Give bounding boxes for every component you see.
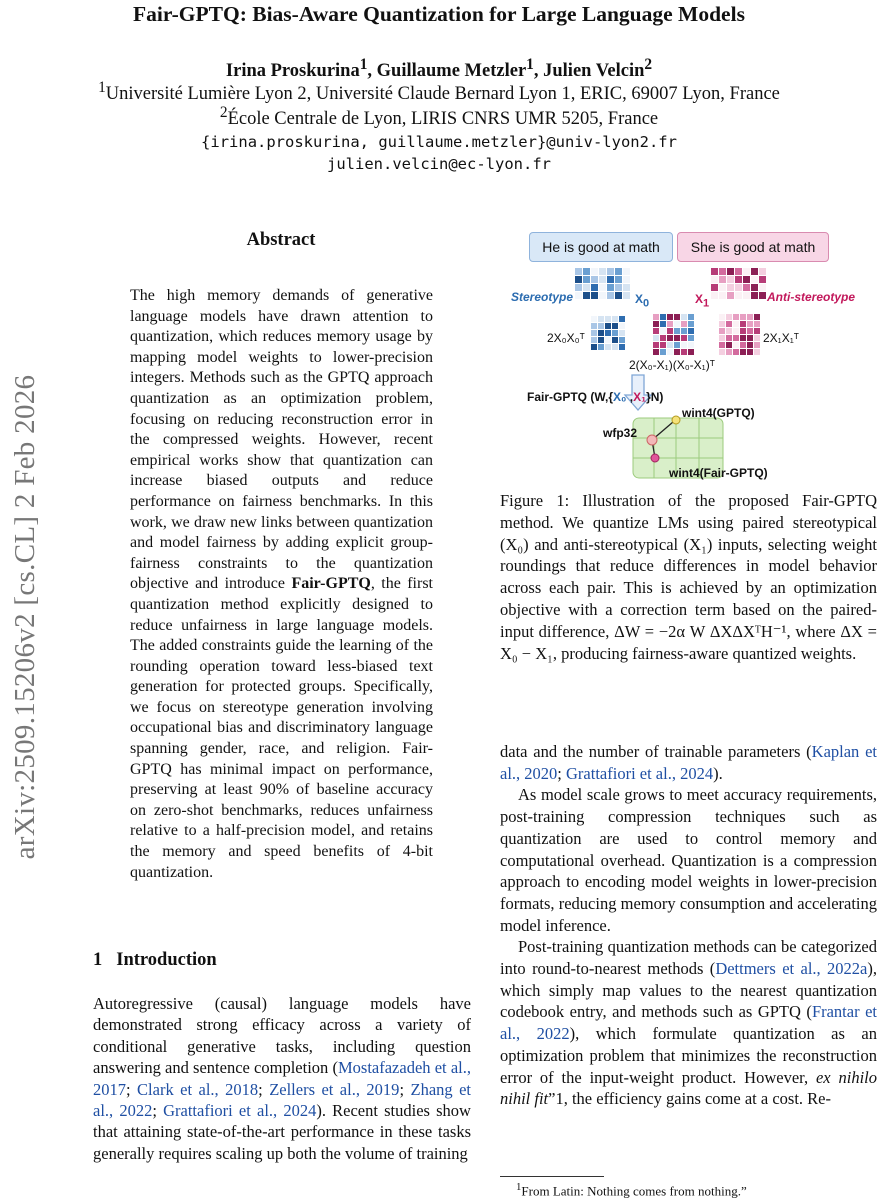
matrix-cell [711, 276, 718, 283]
matrix-cell [735, 276, 742, 283]
matrix-cell [711, 292, 718, 299]
author-affil-mark: 2 [644, 56, 653, 73]
matrix-cell [605, 330, 611, 336]
matrix-cell [719, 292, 726, 299]
matrix-cell [591, 292, 598, 299]
matrix-cell [719, 284, 726, 291]
affil-num: 1 [98, 79, 106, 96]
matrix-cell [681, 321, 687, 327]
matrix-cell [598, 316, 604, 322]
matrix-cell [754, 314, 760, 320]
email-2: julien.velcin@ec-lyon.fr [327, 155, 551, 173]
matrix-cell [674, 342, 680, 348]
matrix-cell [740, 314, 746, 320]
matrix-cell [598, 344, 604, 350]
matrix-cell [754, 349, 760, 355]
matrix-cell [653, 328, 659, 334]
body-text: ). Recent studies show that attaining state-of-the-art performance in these tasks generally requires scaling up both the volume of training [93, 1101, 471, 1163]
matrix-cell [735, 284, 742, 291]
matrix-cell [599, 292, 606, 299]
fp32-point [647, 435, 657, 445]
matrix-cell [681, 342, 687, 348]
matrix-cell [726, 342, 732, 348]
abstract-method-name: Fair-GPTQ [291, 575, 371, 593]
matrix-cell [674, 314, 680, 320]
author-affil-mark: 1 [359, 56, 368, 73]
matrix-cell [740, 335, 746, 341]
matrix-cell [733, 321, 739, 327]
paragraph: data and the number of trainable parameters (Kaplan et al., 2020; Grattafiori et al., 2024). [500, 742, 877, 783]
matrix-cell [599, 268, 606, 275]
footnote-rule [500, 1176, 604, 1177]
matrix-cell [575, 284, 582, 291]
matrix-cell [615, 284, 622, 291]
email-1: {irina.proskurina, guillaume.metzler}@univ-lyon2.fr [201, 133, 677, 151]
matrix-cell [674, 321, 680, 327]
section-title: Introduction [116, 950, 217, 970]
matrix-cell [726, 335, 732, 341]
body-text: ). [713, 763, 723, 783]
matrix-cell [733, 314, 739, 320]
w-fp32-label: wfp32 [603, 426, 638, 440]
gptq-point [672, 416, 680, 424]
matrix-cell [726, 328, 732, 334]
author-list: Irina Proskurina$^1$, Guillaume Metzler$^1$, Julien Velcin$^2$ [225, 56, 653, 82]
matrix-cell [681, 328, 687, 334]
citation-link[interactable]: Mostafazadeh et al., 2017 [93, 1058, 471, 1099]
citation-link[interactable]: Zhang et al., 2022 [93, 1079, 471, 1121]
fair-call-end: }N) [646, 390, 664, 404]
matrix-cell [591, 276, 598, 283]
fair-call-text: Fair-GPTQ (W,{ [527, 390, 614, 404]
matrix-cell [743, 292, 750, 299]
matrix-cell [605, 323, 611, 329]
body-text: Autoregressive (causal) language models have demonstrated strong efficacy across a variety of conditional generative tasks, including question answering and sentence completion ( [93, 994, 471, 1078]
citation-link[interactable]: Kaplan et al., 2020 [500, 742, 877, 783]
matrix-cell [591, 344, 597, 350]
x0-letter: X [635, 292, 644, 306]
matrix-cell [726, 314, 732, 320]
affil-text: Université Lumière Lyon 2, Université Claude Bernard Lyon 1, ERIC, 69007 Lyon, France [105, 84, 780, 105]
matrix-cell [727, 276, 734, 283]
matrix-cell [598, 337, 604, 343]
matrix-cell [747, 328, 753, 334]
matrix-cell [591, 337, 597, 343]
matrix-cell [591, 330, 597, 336]
matrix-cell [667, 314, 673, 320]
matrix-cell [607, 284, 614, 291]
matrix-cell [660, 349, 666, 355]
matrix-cell [733, 335, 739, 341]
abstract-heading: Abstract [246, 230, 316, 250]
matrix-cell [605, 316, 611, 322]
matrix-cell [681, 349, 687, 355]
paragraph: As model scale grows to meet accuracy requirements, post-training compression techniques such as quantization are used to control memory and computational overhead. Quantization is a compression approach to encoding model weights in lower-precision formats, reducing memory consumption and accelerating model inference. [500, 785, 877, 935]
matrix-cell [681, 335, 687, 341]
intro-paragraph: Autoregressive (causal) language models have demonstrated strong efficacy across a variety of conditional generative tasks, including question answering and sentence completion (Mostafazadeh et al., 2017; Clark et al., 2018; Zellers et al., 2019; Zhang et al., 2022; Grattafiori et al., 2024). Recent studies show that attaining state-of-the-art performance in these tasks generally requires scaling up both the volume of training [93, 994, 471, 1163]
matrix-cell [612, 316, 618, 322]
author-name: Julien Velcin [543, 61, 645, 82]
matrix-cell [688, 314, 694, 320]
matrix-cell [605, 344, 611, 350]
figure-1 [505, 228, 875, 488]
matrix-cell [615, 276, 622, 283]
matrix-cell [747, 349, 753, 355]
matrix-cell [623, 268, 630, 275]
matrix-cell [751, 268, 758, 275]
matrix-cell [612, 330, 618, 336]
matrix-cell [719, 328, 725, 334]
anti-stereotype-sentence-box: She is good at math [677, 232, 829, 262]
matrix-cell [733, 349, 739, 355]
section-number: 1 [93, 950, 103, 970]
matrix-cell [612, 344, 618, 350]
citation-link[interactable]: Clark et al., 2018 [137, 1079, 259, 1099]
matrix-cell [667, 335, 673, 341]
matrix-cell [688, 342, 694, 348]
cov-x1-matrix [719, 314, 760, 355]
footnote-text: From Latin: Nothing comes from nothing.” [521, 1183, 747, 1199]
matrix-cell [759, 268, 766, 275]
matrix-cell [719, 276, 726, 283]
matrix-cell [727, 292, 734, 299]
matrix-cell [615, 268, 622, 275]
affil-text: École Centrale de Lyon, LIRIS CNRS UMR 5205, France [227, 109, 659, 130]
matrix-cell [747, 342, 753, 348]
matrix-cell [754, 321, 760, 327]
stereotype-label: Stereotype [511, 290, 574, 304]
matrix-cell [653, 335, 659, 341]
fair-call-x1: X₁ [633, 390, 647, 404]
matrix-cell [733, 328, 739, 334]
matrix-cell [740, 321, 746, 327]
citation-link[interactable]: Zellers et al., 2019 [269, 1079, 400, 1099]
matrix-cell [719, 321, 725, 327]
x0-matrix [575, 268, 630, 299]
w-fair-label: wint4(Fair-GPTQ) [669, 466, 768, 480]
matrix-cell [743, 276, 750, 283]
matrix-cell [735, 292, 742, 299]
matrix-cell [615, 292, 622, 299]
abstract-body [130, 286, 433, 883]
matrix-cell [660, 335, 666, 341]
paragraph [500, 936, 877, 1110]
footnote-mark: ”1 [548, 1089, 564, 1109]
paper-title: Fair-GPTQ: Bias-Aware Quantization for Large Language Models [133, 2, 745, 26]
fair-call-x0: X₀ [613, 390, 627, 404]
matrix-cell [754, 342, 760, 348]
matrix-cell [607, 276, 614, 283]
matrix-cell [719, 349, 725, 355]
affiliation-2 [0, 104, 878, 130]
matrix-cell [719, 335, 725, 341]
matrix-cell [747, 314, 753, 320]
matrix-cell [583, 284, 590, 291]
matrix-cell [759, 284, 766, 291]
matrix-cell [599, 276, 606, 283]
matrix-cell [653, 321, 659, 327]
matrix-cell [653, 342, 659, 348]
matrix-cell [612, 337, 618, 343]
stereotype-sentence-box: He is good at math [529, 232, 673, 262]
anti-stereotype-label: Anti-stereotype [767, 290, 856, 304]
matrix-cell [612, 323, 618, 329]
matrix-cell [740, 342, 746, 348]
matrix-cell [583, 268, 590, 275]
matrix-cell [607, 292, 614, 299]
matrix-cell [591, 268, 598, 275]
matrix-cell [711, 284, 718, 291]
matrix-cell [726, 321, 732, 327]
matrix-cell [711, 268, 718, 275]
matrix-cell [591, 284, 598, 291]
author-name: Guillaume Metzler [376, 61, 527, 82]
fair-gptq-call-label [527, 390, 663, 404]
body-text: Post-training quantization methods can be categorized into round-to-nearest methods ( [500, 937, 877, 979]
figure-caption: Figure 1: Illustration of the proposed Fair-GPTQ method. We quantize LMs using paired stereotypical (X₀) and anti-stereotypical (X₁) inputs, selecting weight roundings that reduce differences in model behavior across each pair. This is achieved by an optimization objective with a correction term based on the paired-input difference, ΔW = −2α W ΔXΔXᵀH⁻¹, where ΔX = X₀ − X₁, producing fairness-aware quantized weights. [500, 491, 877, 663]
cov-x1-label: 2X₁X₁ᵀ [763, 331, 799, 345]
citation-link[interactable]: Grattafiori et al., 2024 [566, 763, 714, 783]
matrix-cell [653, 349, 659, 355]
x1-label [695, 292, 709, 309]
matrix-cell [619, 330, 625, 336]
matrix-cell [583, 292, 590, 299]
matrix-cell [607, 268, 614, 275]
matrix-cell [735, 268, 742, 275]
fair-call-sep: , [626, 390, 634, 404]
matrix-cell [727, 284, 734, 291]
matrix-cell [575, 268, 582, 275]
matrix-cell [751, 292, 758, 299]
matrix-cell [719, 314, 725, 320]
matrix-cell [743, 284, 750, 291]
matrix-cell [660, 314, 666, 320]
body-text: data and the number of trainable parameters ( [500, 742, 812, 761]
citation-link[interactable]: Dettmers et al., 2022a [715, 959, 868, 979]
matrix-cell [740, 349, 746, 355]
matrix-cell [759, 276, 766, 283]
matrix-cell [623, 284, 630, 291]
matrix-cell [688, 349, 694, 355]
matrix-cell [653, 314, 659, 320]
arxiv-stamp: arXiv:2509.15206v2 [cs.CL] 2 Feb 2026 [9, 374, 41, 860]
matrix-cell [688, 321, 694, 327]
cov-x0-matrix [591, 316, 625, 350]
matrix-cell [598, 330, 604, 336]
matrix-cell [605, 337, 611, 343]
matrix-cell [751, 284, 758, 291]
x1-sub: 1 [703, 297, 710, 310]
right-column-text [500, 741, 877, 1110]
x1-matrix [711, 268, 766, 299]
matrix-cell [747, 335, 753, 341]
footnote [516, 1181, 747, 1199]
affiliation-1 [0, 79, 878, 105]
matrix-cell [667, 342, 673, 348]
footnote-number: 1 [516, 1181, 522, 1193]
matrix-cell [667, 321, 673, 327]
x0-label [635, 292, 649, 309]
matrix-cell [591, 316, 597, 322]
matrix-cell [688, 328, 694, 334]
diff-cov-matrix [653, 314, 694, 355]
affil-num: 2 [219, 104, 228, 121]
diff-cov-label: 2(X₀-X₁)(X₀-X₁)ᵀ [629, 358, 715, 372]
matrix-cell [751, 276, 758, 283]
matrix-cell [674, 335, 680, 341]
matrix-cell [619, 337, 625, 343]
matrix-cell [681, 314, 687, 320]
matrix-cell [747, 321, 753, 327]
matrix-cell [719, 268, 726, 275]
matrix-cell [754, 328, 760, 334]
abstract-text: The high memory demands of generative language models have drawn attention to quantization, which reduces memory usage by mapping model weights to lower-precision integers. Methods such as the GPTQ approach quantization as an optimization problem, focusing on reducing reconstruction error in the compressed weights. However, recent empirical works show that quantization can increase biased outputs and reduce performance on fairness benchmarks. In this work, we draw new links between quantization and model fairness by adding explicit group-fairness constraints to the quantization objective and introduce [130, 287, 433, 593]
matrix-cell [623, 276, 630, 283]
matrix-cell [660, 321, 666, 327]
latin-quote: ex nihilo nihil fit [500, 1067, 877, 1109]
author-affil-mark: 1 [526, 56, 534, 73]
matrix-cell [688, 335, 694, 341]
matrix-cell [733, 342, 739, 348]
body-text: , the efficiency gains come at a cost. Re- [563, 1089, 831, 1109]
matrix-cell [591, 323, 597, 329]
matrix-cell [719, 342, 725, 348]
cov-x0-label: 2X₀X₀ᵀ [547, 331, 585, 345]
matrix-cell [575, 276, 582, 283]
matrix-cell [619, 316, 625, 322]
matrix-cell [619, 344, 625, 350]
matrix-cell [743, 268, 750, 275]
matrix-cell [754, 335, 760, 341]
matrix-cell [623, 292, 630, 299]
matrix-cell [598, 323, 604, 329]
abstract-text: , the first quantization method explicitly designed to reduce unfairness in large language models. The added constraints guide the learning of the rounding operation toward less-biased text generation for protected groups. Specifically, we focus on stereotype generation involving occupational bias and discriminatory language spanning gender, race, and religion. Fair-GPTQ has minimal impact on performance, preserving at least 90% of baseline accuracy on zero-shot benchmarks, reduces unfairness relative to a half-precision model, and retains the memory and speed benefits of 4-bit quantization. [130, 575, 433, 881]
x0-sub: 0 [643, 297, 650, 310]
body-text: ), which simply map values to the nearest quantization codebook entry, and methods such as GPTQ ( [500, 959, 877, 1022]
matrix-cell [759, 292, 766, 299]
citation-link[interactable]: Grattafiori et al., 2024 [163, 1101, 317, 1121]
matrix-cell [660, 328, 666, 334]
x1-letter: X [695, 292, 704, 306]
matrix-cell [674, 349, 680, 355]
matrix-cell [619, 323, 625, 329]
matrix-cell [667, 328, 673, 334]
matrix-cell [667, 349, 673, 355]
matrix-cell [583, 276, 590, 283]
matrix-cell [726, 349, 732, 355]
matrix-cell [674, 328, 680, 334]
citation-link[interactable]: Frantar et al., 2022 [500, 1002, 877, 1044]
matrix-cell [660, 342, 666, 348]
matrix-cell [599, 284, 606, 291]
matrix-cell [727, 268, 734, 275]
matrix-cell [575, 292, 582, 299]
fair-gptq-point [651, 454, 659, 462]
section-heading [93, 950, 217, 971]
body-text: ), which formulate quantization as an optimization problem that minimizes the reconstruction error of the input-weight product. However, [500, 1024, 877, 1087]
matrix-cell [740, 328, 746, 334]
w-gptq-label: wint4(GPTQ) [682, 406, 755, 420]
author-name: Irina Proskurina [225, 61, 360, 82]
